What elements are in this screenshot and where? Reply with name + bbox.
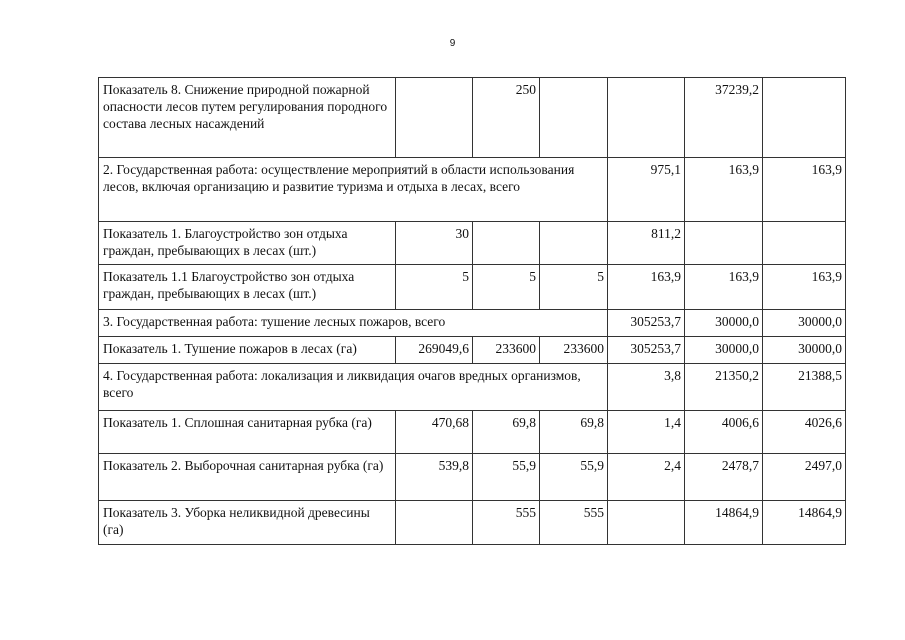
cell: 305253,7	[608, 310, 685, 337]
row-label: Показатель 1. Благоустройство зон отдыха граждан, пребывающих в лесах (шт.)	[99, 222, 396, 265]
section-label: 2. Государственная работа: осуществление мероприятий в области использования лесов, включая организацию и развитие туризма и отдыха в лесах, всего	[99, 158, 608, 222]
cell: 233600	[473, 337, 540, 364]
cell: 5	[473, 265, 540, 310]
cell: 1,4	[608, 411, 685, 454]
row-label: Показатель 1.1 Благоустройство зон отдыха граждан, пребывающих в лесах (шт.)	[99, 265, 396, 310]
cell: 305253,7	[608, 337, 685, 364]
cell	[540, 78, 608, 158]
cell: 21388,5	[763, 364, 846, 411]
cell: 4026,6	[763, 411, 846, 454]
cell	[608, 78, 685, 158]
page-number: 9	[449, 38, 456, 49]
section-label: 4. Государственная работа: локализация и ликвидация очагов вредных организмов, всего	[99, 364, 608, 411]
cell	[540, 222, 608, 265]
cell: 555	[540, 501, 608, 545]
cell: 163,9	[763, 265, 846, 310]
row-label: Показатель 8. Снижение природной пожарной опасности лесов путем регулирования породного состава лесных насаждений	[99, 78, 396, 158]
cell	[473, 222, 540, 265]
cell: 30000,0	[763, 310, 846, 337]
cell: 21350,2	[685, 364, 763, 411]
cell	[685, 222, 763, 265]
cell: 3,8	[608, 364, 685, 411]
row-label: Показатель 1. Тушение пожаров в лесах (га)	[99, 337, 396, 364]
data-table	[98, 77, 846, 545]
cell: 975,1	[608, 158, 685, 222]
cell: 269049,6	[396, 337, 473, 364]
cell: 37239,2	[685, 78, 763, 158]
cell: 5	[540, 265, 608, 310]
cell: 30000,0	[685, 310, 763, 337]
cell	[763, 222, 846, 265]
cell: 163,9	[685, 158, 763, 222]
cell: 163,9	[608, 265, 685, 310]
cell: 2478,7	[685, 454, 763, 501]
cell: 539,8	[396, 454, 473, 501]
cell: 55,9	[540, 454, 608, 501]
cell: 2497,0	[763, 454, 846, 501]
cell: 30000,0	[763, 337, 846, 364]
section-label: 3. Государственная работа: тушение лесных пожаров, всего	[99, 310, 608, 337]
cell: 30000,0	[685, 337, 763, 364]
cell: 5	[396, 265, 473, 310]
row-label: Показатель 1. Сплошная санитарная рубка (га)	[99, 411, 396, 454]
row-label: Показатель 3. Уборка неликвидной древесины (га)	[99, 501, 396, 545]
cell	[396, 501, 473, 545]
cell: 30	[396, 222, 473, 265]
section-header-row	[99, 364, 846, 411]
table-row	[99, 222, 846, 265]
cell: 233600	[540, 337, 608, 364]
cell	[396, 78, 473, 158]
cell: 470,68	[396, 411, 473, 454]
table-row	[99, 337, 846, 364]
cell: 250	[473, 78, 540, 158]
cell	[763, 78, 846, 158]
table-row	[99, 78, 846, 158]
cell: 14864,9	[763, 501, 846, 545]
row-label: Показатель 2. Выборочная санитарная рубка (га)	[99, 454, 396, 501]
cell: 2,4	[608, 454, 685, 501]
table-row	[99, 501, 846, 545]
cell	[608, 501, 685, 545]
table-row	[99, 265, 846, 310]
section-header-row	[99, 158, 846, 222]
cell: 555	[473, 501, 540, 545]
section-header-row	[99, 310, 846, 337]
cell: 69,8	[540, 411, 608, 454]
cell: 163,9	[763, 158, 846, 222]
table-row	[99, 411, 846, 454]
table-row	[99, 454, 846, 501]
cell: 163,9	[685, 265, 763, 310]
cell: 4006,6	[685, 411, 763, 454]
cell: 14864,9	[685, 501, 763, 545]
cell: 811,2	[608, 222, 685, 265]
cell: 55,9	[473, 454, 540, 501]
cell: 69,8	[473, 411, 540, 454]
